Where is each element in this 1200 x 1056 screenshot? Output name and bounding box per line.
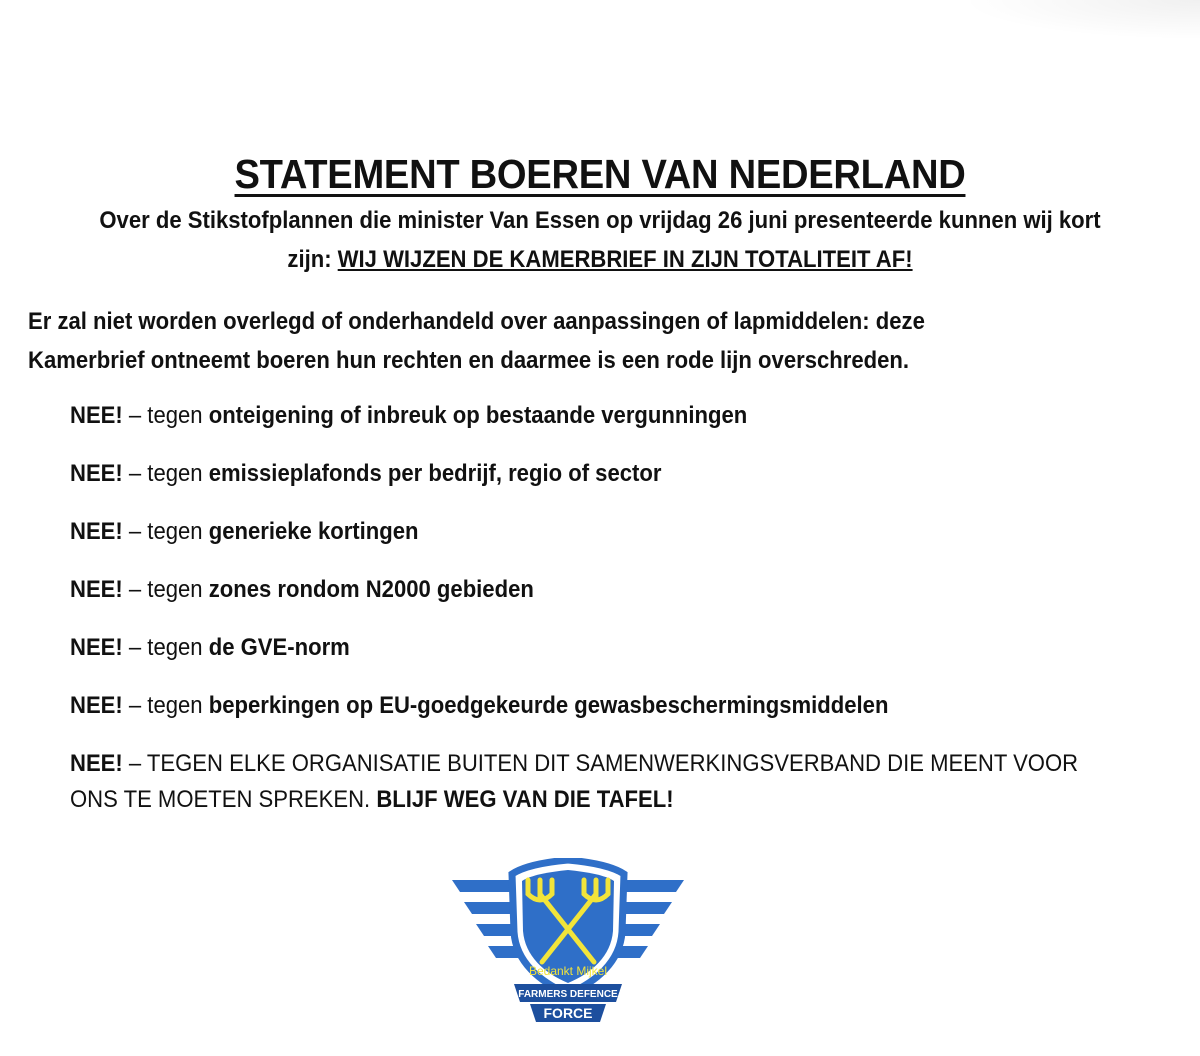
page-title: STATEMENT BOEREN VAN NEDERLAND <box>234 151 966 198</box>
nee-subject: emissieplafonds per bedrijf, regio of sector <box>208 460 662 487</box>
final-item-text: – TEGEN ELKE ORGANISATIE BUITEN DIT SAMENWERKINGSVERBAND DIE MEENT VOOR ONS TE MOETEN SPREKEN. <box>70 750 1079 813</box>
logo-overlay-text: Bedankt Mijkel <box>528 964 608 978</box>
nee-connector: – tegen <box>122 402 209 429</box>
nee-connector: – tegen <box>122 518 209 545</box>
nee-label: NEE! <box>70 402 123 429</box>
nee-subject: beperkingen op EU-goedgekeurde gewasbeschermingsmiddelen <box>208 692 889 719</box>
logo-line-2: FORCE <box>543 1005 593 1021</box>
nee-connector: – tegen <box>122 460 209 487</box>
statement-paragraph <box>28 302 1040 380</box>
nee-label: NEE! <box>70 460 123 487</box>
nee-subject: zones rondom N2000 gebieden <box>208 576 534 603</box>
nee-label: NEE! <box>70 576 123 603</box>
nee-label: NEE! <box>70 750 123 777</box>
nee-connector: – tegen <box>122 634 209 661</box>
nee-item <box>70 398 1091 434</box>
intro-text <box>48 201 1152 279</box>
nee-label: NEE! <box>70 692 123 719</box>
nee-label: NEE! <box>70 634 123 661</box>
intro-emphasis: WIJ WIJZEN DE KAMERBRIEF IN ZIJN TOTALITEIT AF! <box>337 246 913 273</box>
intro-line-2-prefix: zijn: <box>287 246 338 273</box>
paragraph-line-2: Kamerbrief ontneemt boeren hun rechten en daarmee is een rode lijn overschreden. <box>28 347 910 374</box>
nee-item <box>70 514 1091 550</box>
final-item-bold: BLIJF WEG VAN DIE TAFEL! <box>376 786 674 813</box>
corner-shadow <box>960 0 1200 40</box>
nee-connector: – tegen <box>122 576 209 603</box>
nee-item-final <box>70 746 1119 818</box>
nee-subject: onteigening of inbreuk op bestaande vergunningen <box>208 402 748 429</box>
nee-item <box>70 456 1091 492</box>
nee-subject: generieke kortingen <box>208 518 419 545</box>
nee-list <box>70 398 1180 840</box>
nee-subject: de GVE-norm <box>208 634 350 661</box>
intro-line-1: Over de Stikstofplannen die minister Van Essen op vrijdag 26 juni presenteerde kunnen wij kort <box>99 207 1101 234</box>
nee-item <box>70 572 1091 608</box>
nee-item <box>70 688 1091 724</box>
nee-label: NEE! <box>70 518 123 545</box>
nee-item <box>70 630 1091 666</box>
nee-connector: – tegen <box>122 692 209 719</box>
farmers-defence-force-logo <box>448 858 688 1028</box>
logo-line-1: FARMERS DEFENCE <box>518 989 618 1000</box>
paragraph-line-1: Er zal niet worden overlegd of onderhandeld over aanpassingen of lapmiddelen: deze <box>28 308 925 335</box>
intro-line-2 <box>48 240 1152 279</box>
